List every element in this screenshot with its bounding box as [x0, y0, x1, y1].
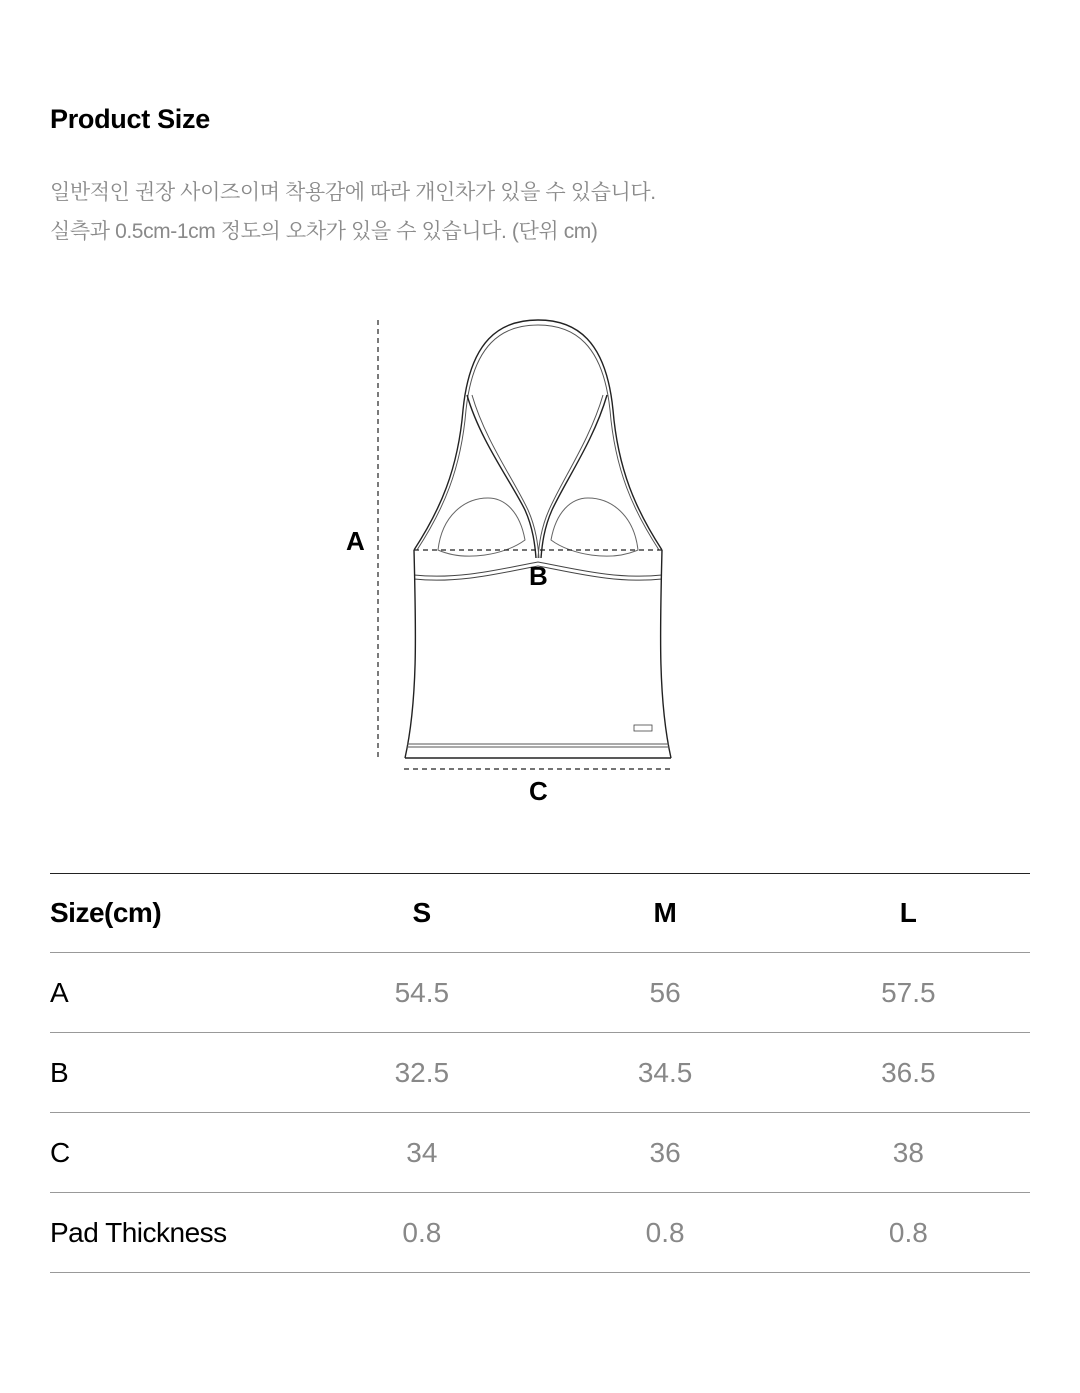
cell-value: 32.5	[394, 1056, 450, 1088]
header-size-l: L	[899, 897, 917, 928]
cell-value: 34.5	[637, 1056, 693, 1088]
size-note-line-2: 실측과 0.5cm-1cm 정도의 오차가 있을 수 있습니다. (단위 cm)	[50, 220, 598, 243]
header-size-m: M	[653, 897, 677, 928]
header-size-s: S	[412, 897, 432, 928]
cell-value: 38	[892, 1136, 924, 1168]
row-label: C	[50, 1136, 70, 1168]
row-label: Pad Thickness	[50, 1216, 227, 1248]
size-table	[50, 873, 1030, 1273]
cell-value: 0.8	[888, 1216, 928, 1248]
cell-value: 0.8	[402, 1216, 442, 1248]
row-label: A	[50, 976, 69, 1008]
size-note-line-1: 일반적인 권장 사이즈이며 착용감에 따라 개인차가 있을 수 있습니다.	[50, 181, 656, 204]
cell-value: 36	[649, 1136, 681, 1168]
cell-value: 57.5	[881, 976, 936, 1008]
header-size-label: Size(cm)	[50, 897, 162, 928]
cell-value: 54.5	[394, 976, 450, 1008]
table-row	[50, 1193, 1030, 1273]
table-header-row	[50, 874, 1030, 953]
dimension-label-c: C	[529, 776, 548, 806]
table-row	[50, 1113, 1030, 1193]
brand-tag	[634, 725, 652, 731]
cell-value: 36.5	[881, 1056, 936, 1088]
garment-diagram	[330, 300, 710, 820]
page-title: Product Size	[50, 104, 210, 134]
table-row	[50, 1033, 1030, 1113]
dimension-label-a: A	[346, 526, 365, 556]
cell-value: 34	[406, 1136, 438, 1168]
row-label: B	[50, 1056, 69, 1088]
halter-top-illustration	[330, 300, 710, 820]
cell-value: 0.8	[645, 1216, 685, 1248]
table-row	[50, 953, 1030, 1033]
cell-value: 56	[649, 976, 681, 1008]
dimension-label-b: B	[529, 561, 548, 591]
